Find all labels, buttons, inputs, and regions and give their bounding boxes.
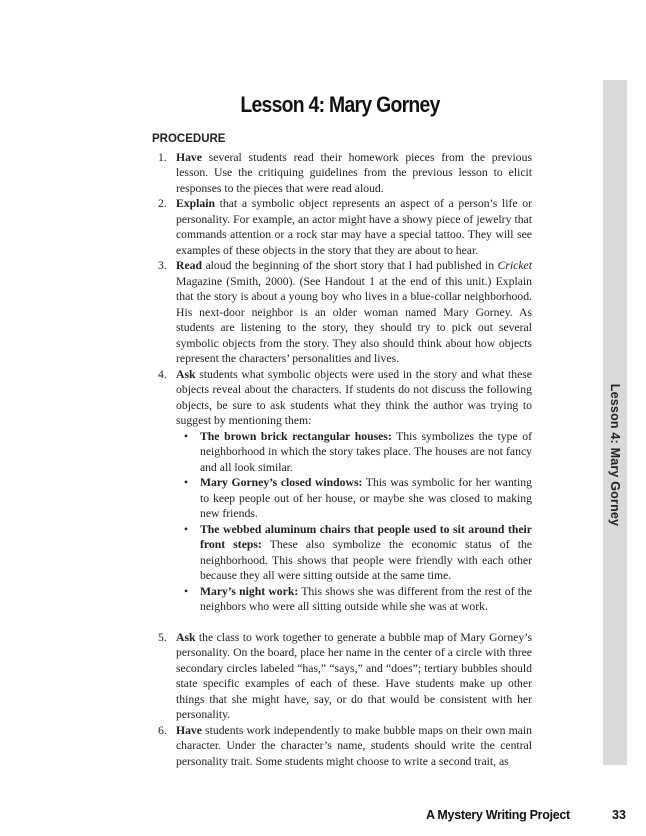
symbolic-objects-list — [176, 429, 532, 615]
step-text: several students read their homework pieces from the previous lesson. Use the critiquing guidelines from the previous lesson to elicit responses to the pieces that were read aloud. — [176, 150, 532, 195]
side-tab-text: Lesson 4: Mary Gorney — [608, 383, 622, 527]
step-text: the class to work together to generate a bubble map of Mary Gorney’s personality. On the board, place her name in the center of a circle with three secondary circles labeled “has,” “says,” and “does”; tertiary bubbles should state specific examples of each of these. Have students make up other things that she might have, say, or do that would be consistent with her personality. — [176, 630, 532, 721]
bullet-item — [176, 429, 532, 476]
step-text: students work independently to make bubble maps on their own main character. Under the character’s name, students should write the central personality trait. Some students might choose to write a second trait, as — [176, 723, 532, 768]
procedure-section — [152, 132, 532, 769]
bullet-item — [176, 522, 532, 584]
magazine-title: Cricket — [497, 259, 532, 272]
step-number: 1. — [158, 150, 167, 164]
step-1 — [152, 150, 532, 197]
page-title: Lesson 4: Mary Gorney — [240, 92, 440, 117]
bullet-text: This shows she was different from the rest of the neighbors who were all sitting outside while she was at work. — [200, 584, 532, 613]
bullet-text: This was symbolic for her wanting to keep people out of her house, or maybe she was closed to making new friends. — [200, 476, 532, 520]
bullet-icon: • — [184, 522, 189, 536]
step-number: 4. — [158, 367, 167, 381]
step-lead: Read — [176, 259, 202, 272]
step-text: aloud the beginning of the short story that I had published in — [201, 259, 498, 272]
bullet-lead: Mary’s night work: — [200, 584, 299, 598]
bullet-lead: The brown brick rectangular houses: — [200, 429, 392, 443]
step-4 — [152, 367, 532, 630]
bullet-text: This symbolizes the type of neighborhood in which the story takes place. The houses are not fancy and all look similar. — [200, 429, 532, 474]
bullet-icon: • — [184, 584, 189, 598]
step-text: students what symbolic objects were used in the story and what these objects reveal about the characters. If students do not discuss the following objects, be sure to ask students what they think the author was trying to suggest by mentioning them: — [176, 367, 532, 427]
procedure-heading: PROCEDURE — [152, 133, 226, 145]
step-lead: Have — [176, 723, 202, 737]
bullet-icon: • — [184, 476, 189, 489]
bullet-text: These also symbolize the economic status of the neighborhood. This shows that people were friendly with each other because they all were sitting outside at the same time. — [200, 538, 532, 582]
bullet-lead: Mary Gorney’s closed windows: — [200, 476, 363, 489]
step-lead: Have — [176, 150, 202, 164]
step-6 — [152, 723, 532, 770]
step-number: 6. — [158, 723, 167, 737]
bullet-lead: The webbed aluminum chairs that people used to sit around their front steps: — [200, 522, 532, 551]
step-number: 3. — [158, 259, 167, 272]
spacer — [176, 615, 532, 630]
step-text: Magazine (Smith, 2000). (See Handout 1 at the end of this unit.) Explain that the story is about a young boy who lives in a blue-collar neighborhood. His next-door neighbor is an older woman named Mary Gorney. As students are listening to the story, they should try to pick out several symbolic objects from the story. They also should think about how objects represent the characters’ personalities and lives. — [176, 274, 532, 365]
step-5 — [152, 630, 532, 723]
step-2 — [152, 196, 532, 258]
side-tab-label — [585, 380, 645, 530]
page-number: 33 — [612, 808, 626, 822]
step-lead: Ask — [176, 367, 196, 381]
bullet-icon: • — [184, 429, 189, 443]
step-3 — [152, 258, 532, 367]
footer-book-title: A Mystery Writing Project — [426, 808, 570, 822]
step-text: that a symbolic object represents an aspect of a person’s life or personality. For example, an actor might have a showy piece of jewelry that commands attention or a rock star may have a special tattoo. They will see examples of these objects in the story that they are about to hear. — [176, 197, 532, 257]
bullet-item — [176, 475, 532, 522]
step-lead: Ask — [176, 630, 196, 644]
step-number: 5. — [158, 630, 167, 644]
step-number: 2. — [158, 197, 167, 210]
bullet-item — [176, 584, 532, 615]
step-lead: Explain — [176, 197, 215, 210]
procedure-steps — [152, 150, 532, 770]
